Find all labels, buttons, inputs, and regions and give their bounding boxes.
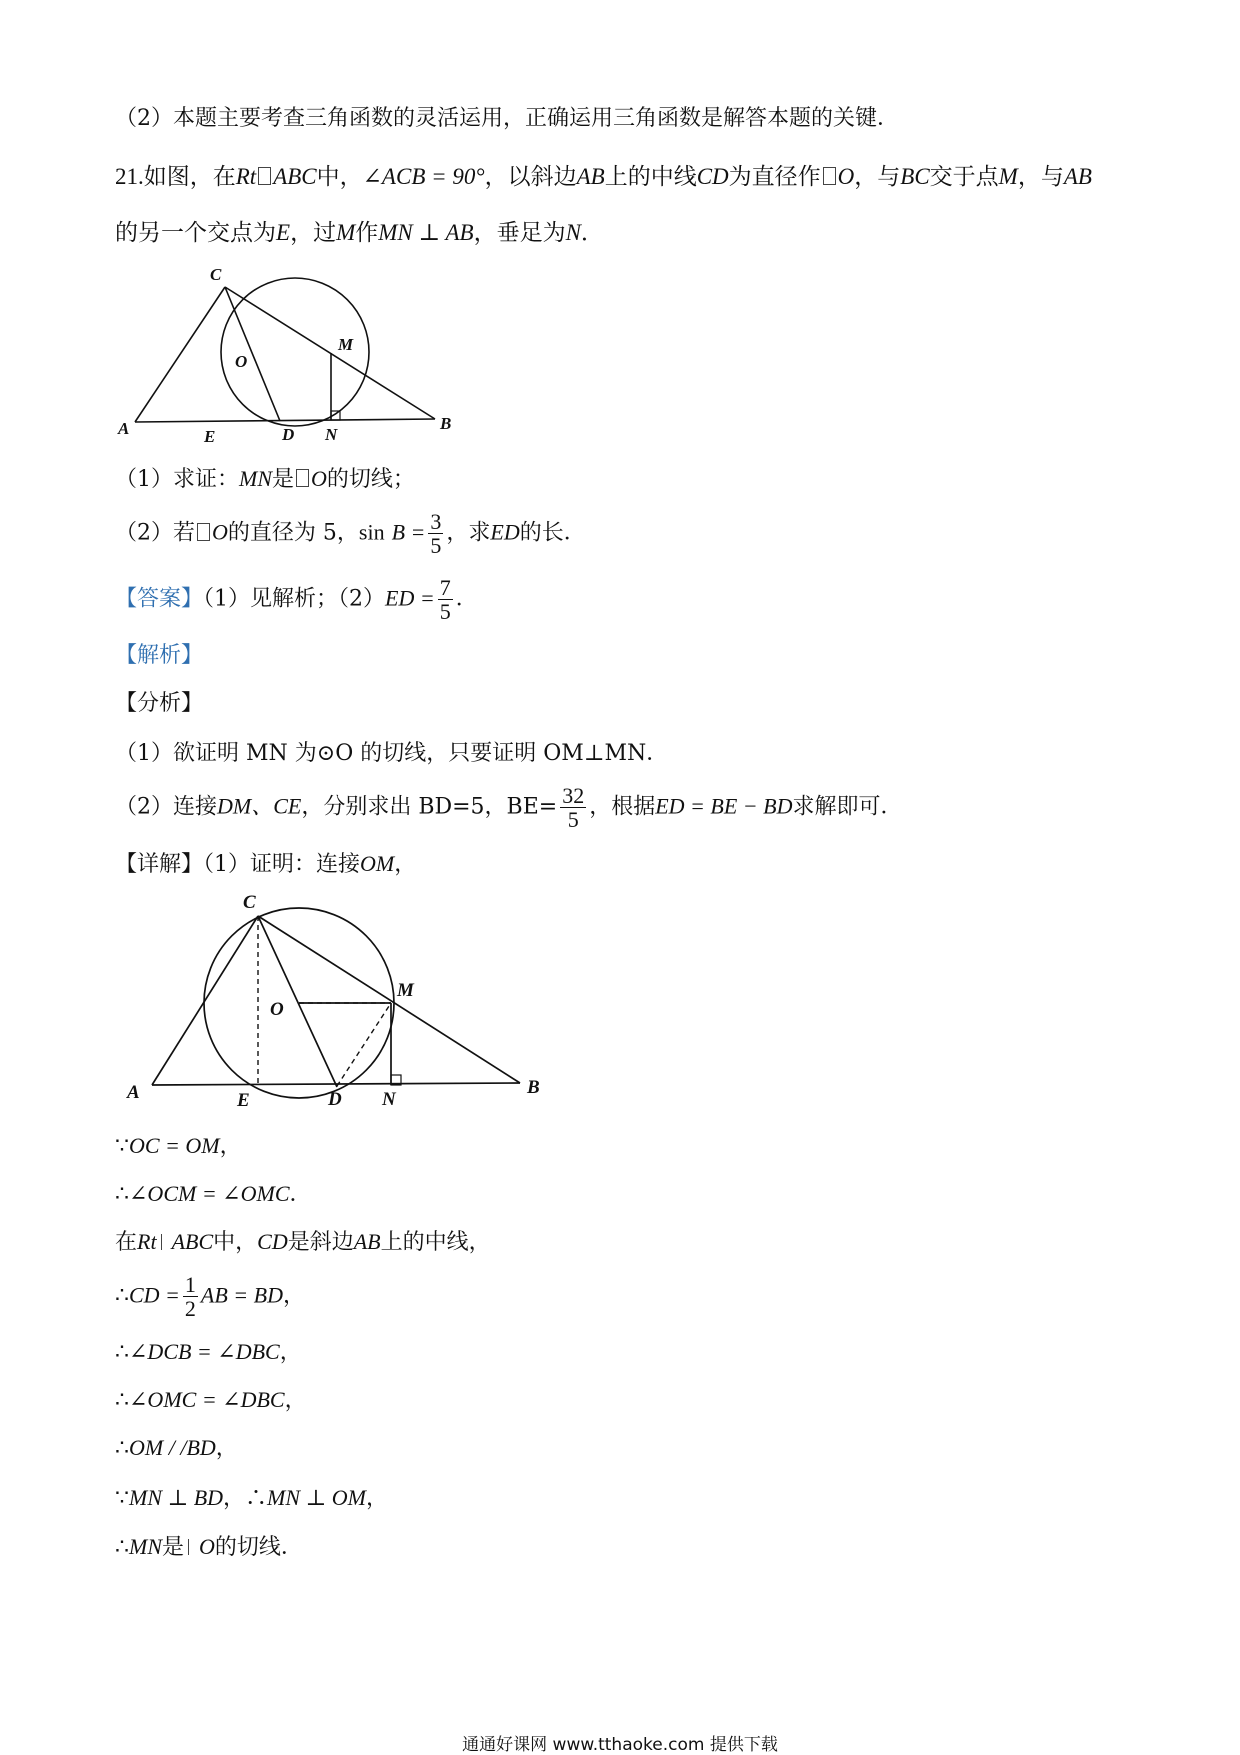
missing-glyph-icon: [823, 167, 836, 185]
segment-cd: [225, 287, 280, 421]
missing-glyph-icon: [258, 167, 271, 185]
label-a: A: [118, 419, 130, 438]
proof-line-9: ∴MN是 O的切线．: [115, 1534, 303, 1560]
fraction-3-5: $\frac{3}{5}$: [430, 509, 442, 559]
proof-line-7: ∴OM / /BD，: [115, 1435, 238, 1461]
question-2: （2）若 O的直径为 5，sin B = $\frac{3}{5}$ ，求ED的长．: [115, 509, 586, 559]
prev-note: （2）本题主要考查三角函数的灵活运用，正确运用三角函数是解答本题的关键．: [115, 106, 899, 131]
answer-line: 【答案】（1）见解析；（2）ED = $\frac{7}{5}$ ．: [115, 575, 478, 625]
label-o: O: [235, 352, 248, 371]
figure-2: [115, 890, 555, 1110]
answer-tag: 【答案】: [115, 586, 204, 612]
label-e-2: E: [237, 1090, 250, 1110]
label-m-2: M: [397, 980, 414, 1001]
problem-line-2: 的另一个交点为E，过M作MN ⊥ AB，垂足为N．: [115, 220, 604, 246]
label-o-2: O: [270, 999, 284, 1020]
label-b: B: [440, 414, 452, 433]
proof-line-6: ∴∠OMC = ∠DBC，: [115, 1387, 307, 1413]
fraction-1-2: $\frac{1}{2}$: [184, 1272, 196, 1322]
fenxi-line-2: （2）连接DM、CE，分别求出 BD=5，BE= $\frac{32}{5}$ ，根据ED = BE − BD求解即可．: [115, 783, 903, 833]
proof-line-3: 在Rt ABC中，CD是斜边AB上的中线，: [115, 1229, 491, 1255]
proof-line-1: ∵OC = OM，: [115, 1133, 242, 1159]
segment-ac-2: [152, 916, 258, 1085]
missing-glyph-icon: [296, 469, 309, 487]
dashed-dm: [337, 1003, 391, 1086]
label-e: E: [204, 427, 216, 446]
proof-line-5: ∴∠DCB = ∠DBC，: [115, 1339, 302, 1365]
footer-watermark: 通通好课网 www.tthaoke.com 提供下载: [462, 1735, 778, 1755]
fraction-7-5: $\frac{7}{5}$: [439, 575, 451, 625]
proof-line-4: ∴CD = $\frac{1}{2}$ AB = BD，: [115, 1272, 305, 1322]
label-m: M: [338, 335, 354, 354]
label-d: D: [282, 425, 295, 444]
missing-glyph-icon: [161, 1234, 168, 1250]
label-n-2: N: [382, 1089, 396, 1110]
missing-glyph-icon: [188, 1539, 195, 1555]
problem-line-1: 21.如图，在Rt ABC中，∠ACB = 90°，以斜边AB上的中线CD为直径作 O，与BC交于点M，与AB: [115, 164, 1092, 190]
analysis-tag: 【解析】: [115, 643, 204, 668]
label-a-2: A: [127, 1082, 140, 1103]
label-n: N: [325, 425, 338, 444]
segment-ab: [135, 419, 435, 422]
question-1: （1）求证：MN是 O的切线；: [115, 466, 415, 492]
proof-line-2: ∴∠OCM = ∠OMC．: [115, 1181, 312, 1207]
label-d-2: D: [328, 1089, 342, 1110]
proof-line-8: ∵MN ⊥ BD，∴MN ⊥ OM，: [115, 1485, 388, 1511]
fenxi-line-1: （1）欲证明 MN 为⊙O 的切线，只要证明 OM⊥MN．: [115, 741, 669, 766]
label-b-2: B: [527, 1077, 540, 1098]
label-c-2: C: [243, 892, 256, 913]
missing-glyph-icon: [197, 523, 210, 541]
label-c: C: [210, 265, 222, 284]
detail-line: 【详解】（1）证明：连接OM，: [115, 851, 417, 877]
segment-cb: [225, 287, 435, 419]
segment-ac: [135, 287, 225, 422]
fraction-32-5: $\frac{32}{5}$: [562, 783, 585, 833]
figure-1: [110, 262, 470, 452]
fenxi-tag: 【分析】: [115, 691, 204, 716]
